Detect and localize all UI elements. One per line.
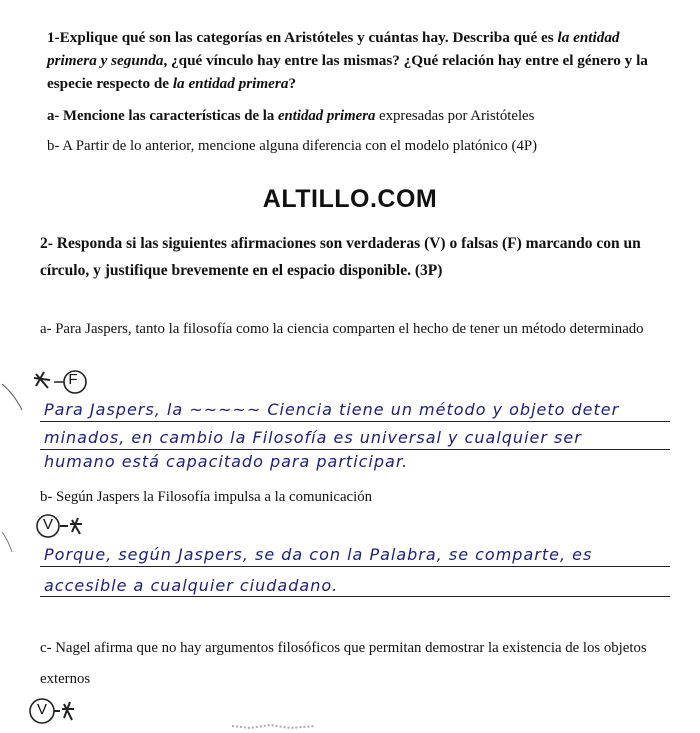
scan-mark bbox=[0, 530, 20, 560]
q2c-statement: c- Nagel afirma que no hay argumentos filosóficos que permitan demostrar la existencia de los objetos externos bbox=[40, 640, 647, 687]
q1-text-bold-2: , ¿qué vínculo hay entre las mismas? ¿Qué relación hay entre el género y la especie respecto de bbox=[47, 52, 648, 92]
q2a-hand-line-1: Para Jaspers, la ~~~~~ Ciencia tiene un método y objeto deter bbox=[44, 400, 620, 419]
q1-a-prefix: a- Mencione las características de la bbox=[47, 108, 278, 124]
q2a-hand-line-2: minados, en cambio la Filosofía es universal y cualquier ser bbox=[44, 428, 582, 447]
q2a-answer-letter: F bbox=[68, 371, 78, 388]
q2a-answer-mark bbox=[30, 368, 90, 396]
q2c-answer-letter: V bbox=[36, 701, 47, 718]
q1-item-a bbox=[47, 106, 534, 126]
answer-line bbox=[40, 449, 670, 450]
answer-line bbox=[40, 596, 670, 597]
answer-line bbox=[40, 421, 670, 422]
q1-a-italic: entidad primera bbox=[277, 108, 376, 124]
q1-a-suffix: expresadas por Aristóteles bbox=[375, 108, 535, 124]
answer-line bbox=[40, 566, 670, 567]
q1-italic-entidad: la entidad primera y segunda bbox=[47, 29, 620, 69]
q2b-answer-letter: V bbox=[42, 516, 53, 533]
q2b-hand-line-2: accesible a cualquier ciudadano. bbox=[44, 576, 339, 595]
scan-mark bbox=[0, 380, 30, 420]
altillo-logo: ALTILLO.COM bbox=[262, 185, 438, 213]
q2a-statement: a- Para Jaspers, tanto la filosofía como la ciencia comparten el hecho de tener un método determinado bbox=[40, 321, 644, 337]
q1-italic-entidad-primera: la entidad primera bbox=[172, 75, 289, 92]
q2b-statement: b- Según Jaspers la Filosofía impulsa a la comunicación bbox=[40, 489, 373, 505]
q1-text-bold: 1-Explique qué son las categorías en Aristóteles y cuántas hay. Describa qué es bbox=[47, 29, 558, 46]
q2a-hand-line-3: humano está capacitado para participar. bbox=[44, 452, 409, 471]
scan-mark bbox=[230, 720, 320, 732]
question-2-heading: 2- Responda si las siguientes afirmaciones son verdaderas (V) o falsas (F) marcando con un círculo, y justifique brevemente en el espacio disponible. (3P) bbox=[40, 235, 641, 279]
q1-item-b: b- A Partir de lo anterior, mencione alguna diferencia con el modelo platónico (4P) bbox=[47, 138, 538, 154]
q1-end: ? bbox=[288, 75, 297, 92]
question-1 bbox=[47, 26, 667, 95]
q2b-hand-line-1: Porque, según Jaspers, se da con la Palabra, se comparte, es bbox=[44, 545, 593, 564]
